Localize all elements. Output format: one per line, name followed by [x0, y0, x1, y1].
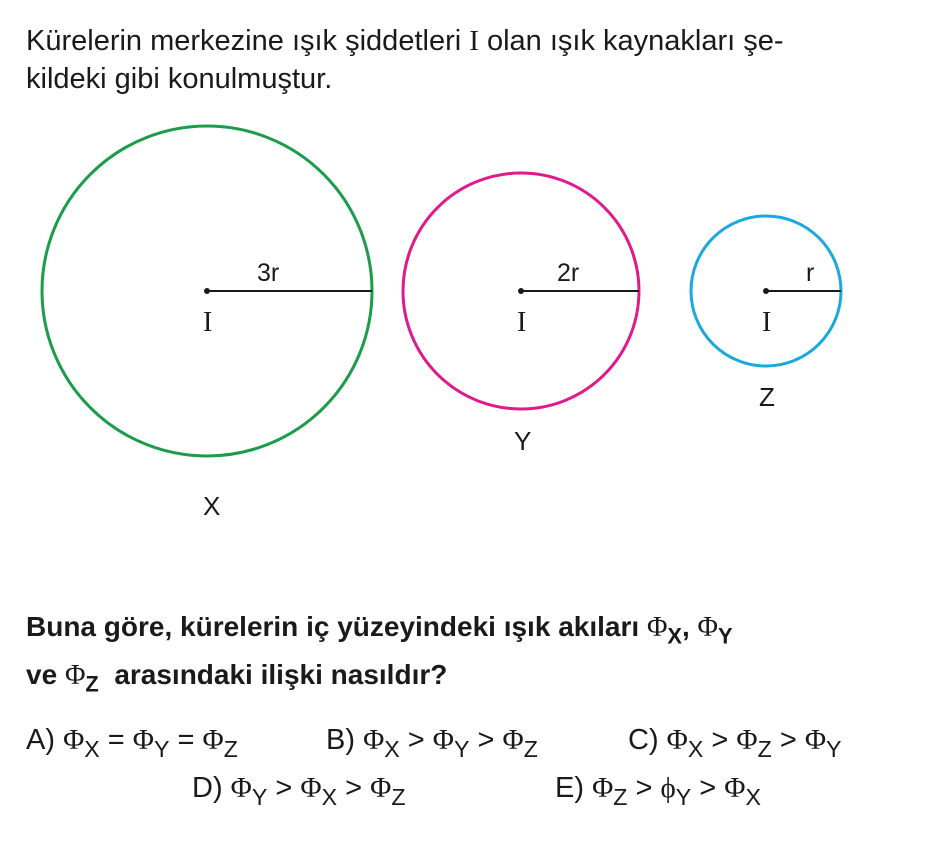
option-b-sub3: Z: [523, 736, 538, 763]
sphere-y-center-label: I: [517, 307, 527, 338]
option-c-sym2: Φ: [736, 724, 758, 756]
option-a-sym1: Φ: [63, 724, 85, 756]
option-a-sym2: Φ: [132, 724, 154, 756]
question-ve: ve: [26, 658, 58, 690]
option-c[interactable]: [628, 722, 842, 767]
option-c-sym1: Φ: [666, 724, 688, 756]
option-d-sym3: Φ: [370, 772, 392, 804]
option-c-sub1: X: [687, 736, 704, 763]
option-a[interactable]: [26, 722, 238, 767]
option-b-op2: >: [477, 724, 495, 756]
option-b-sym1: Φ: [363, 724, 385, 756]
question-text: [26, 608, 916, 703]
sphere-y-radius-label: 2r: [557, 259, 580, 287]
option-a-prefix: A): [26, 724, 55, 756]
option-d-op1: >: [275, 772, 293, 804]
option-d-prefix: D): [192, 772, 223, 804]
sphere-x: [42, 126, 372, 521]
flux-z-symbol: Φ: [64, 659, 86, 691]
option-c-op2: >: [779, 724, 797, 756]
option-a-sym3: Φ: [202, 724, 224, 756]
intro-text-3: kildeki gibi konulmuştur.: [26, 63, 333, 95]
option-b-prefix: B): [326, 724, 355, 756]
flux-y-subscript: Y: [718, 623, 733, 649]
option-e-prefix: E): [555, 772, 584, 804]
flux-z-subscript: Z: [85, 671, 99, 697]
option-c-sub2: Z: [757, 736, 772, 763]
sphere-z-radius-label: r: [806, 259, 815, 287]
option-d[interactable]: [192, 770, 406, 815]
option-a-op1: =: [107, 724, 125, 756]
option-b[interactable]: [326, 722, 538, 767]
option-d-sub2: X: [321, 784, 338, 811]
question-part-1: Buna göre, kürelerin iç yüzeyindeki ışık akıları: [26, 611, 640, 642]
option-b-sub2: Y: [454, 736, 470, 763]
intensity-symbol: I: [469, 25, 479, 57]
option-e-sym1: Φ: [592, 772, 614, 804]
option-e-op2: >: [699, 772, 717, 804]
option-a-sub2: Y: [154, 736, 170, 763]
option-b-op1: >: [407, 724, 425, 756]
option-e-sym2: ϕ: [660, 772, 676, 804]
sphere-x-center-label: I: [203, 307, 213, 338]
flux-x-symbol: Φ: [646, 612, 668, 643]
sphere-z-label: Z: [759, 382, 775, 412]
option-d-sym2: Φ: [300, 772, 322, 804]
option-a-sub3: Z: [223, 736, 238, 763]
option-d-sub1: Y: [251, 784, 268, 811]
option-e-sym3: Φ: [724, 772, 746, 804]
option-d-sym1: Φ: [230, 772, 252, 804]
option-e-sub3: X: [745, 784, 761, 811]
option-d-op2: >: [345, 772, 363, 804]
sphere-x-radius-label: 3r: [257, 259, 280, 287]
option-c-prefix: C): [628, 724, 659, 756]
option-e[interactable]: [555, 770, 761, 815]
flux-x-subscript: X: [667, 623, 682, 649]
option-b-sub1: X: [384, 736, 400, 763]
sphere-z-center-label: I: [762, 307, 772, 338]
intro-text-1: Kürelerin merkezine ışık şiddetleri: [26, 25, 462, 57]
option-b-sym3: Φ: [502, 724, 524, 756]
option-c-sub3: Y: [826, 736, 842, 763]
flux-y-symbol: Φ: [697, 612, 718, 643]
option-a-op2: =: [177, 724, 195, 756]
option-e-sub2: Y: [675, 784, 692, 811]
option-c-sym3: Φ: [804, 724, 827, 756]
sphere-y: [403, 173, 639, 456]
intro-text-2: olan ışık kaynakları şe-: [486, 25, 784, 57]
question-part-2: arasındaki ilişki nasıldır?: [114, 658, 448, 690]
sphere-z: [691, 216, 841, 412]
comma-1: ,: [681, 611, 690, 642]
option-a-sub1: X: [84, 736, 100, 763]
option-e-sub1: Z: [613, 784, 628, 811]
option-d-sub3: Z: [391, 784, 406, 811]
sphere-x-label: X: [203, 491, 221, 521]
sphere-y-label: Y: [514, 426, 532, 456]
option-e-op1: >: [635, 772, 653, 804]
option-c-op1: >: [711, 724, 729, 756]
option-b-sym2: Φ: [432, 724, 454, 756]
